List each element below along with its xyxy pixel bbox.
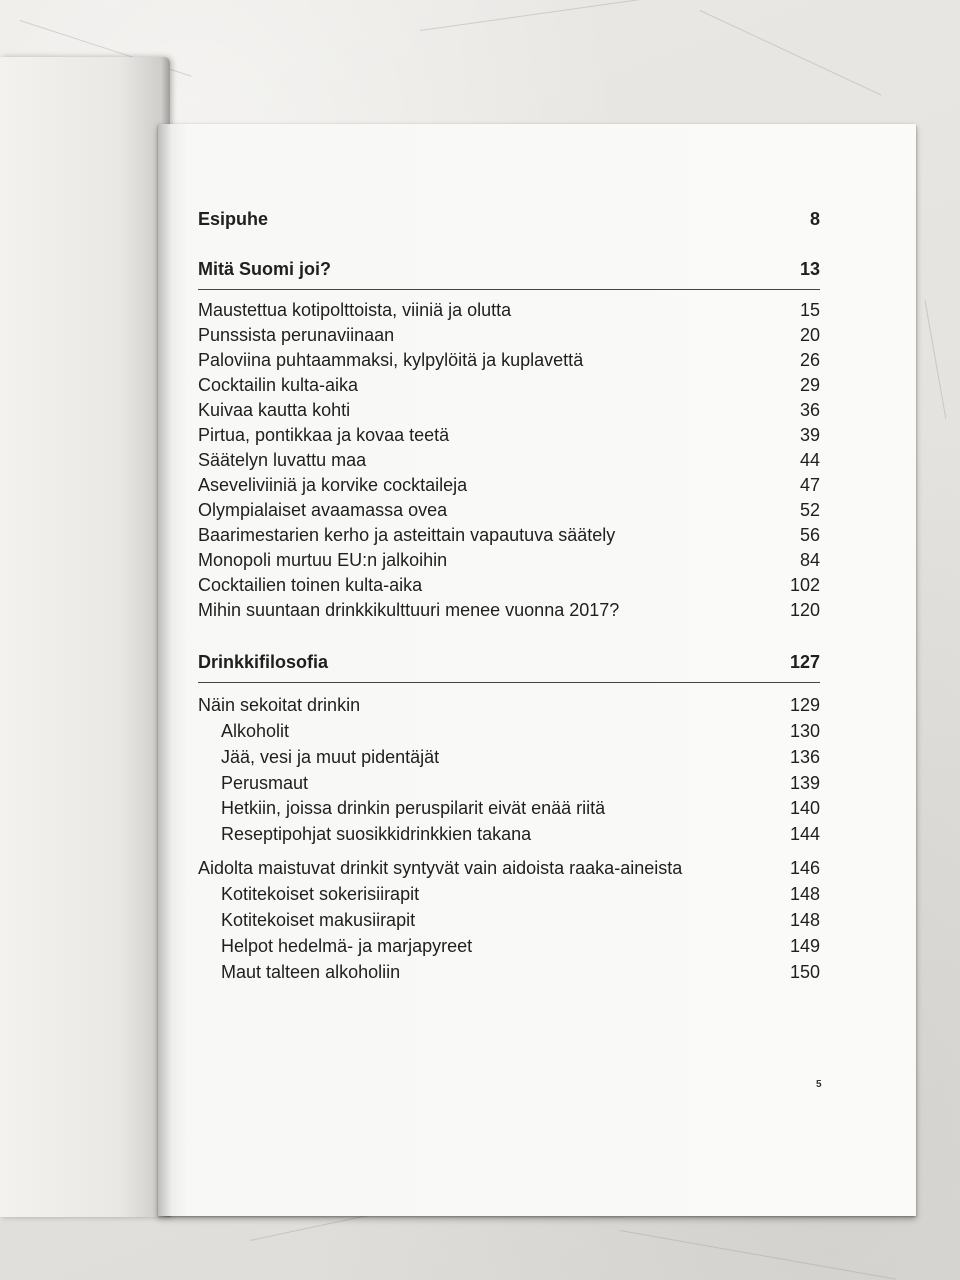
toc-title: Drinkkifilosofia xyxy=(198,652,329,672)
toc-page-number: 129 xyxy=(789,695,820,715)
toc-title: Aidolta maistuvat drinkit syntyvät vain aidoista raaka-aineista xyxy=(198,858,683,878)
toc-title: Näin sekoitat drinkin xyxy=(198,695,361,715)
toc-subentry xyxy=(198,933,820,959)
toc-subentry xyxy=(198,718,820,744)
toc-entry xyxy=(198,297,820,323)
toc-page-number: 20 xyxy=(799,325,820,345)
toc-entry xyxy=(198,447,820,473)
toc-subentry xyxy=(198,744,820,770)
page-number-folio: 5 xyxy=(816,1079,822,1090)
toc-title: Helpot hedelmä- ja marjapyreet xyxy=(221,936,473,956)
toc-page-number: 15 xyxy=(799,300,820,320)
toc-entry xyxy=(198,547,820,573)
section-divider xyxy=(198,682,820,683)
toc-page-number: 29 xyxy=(799,375,820,395)
toc-title: Maut talteen alkoholiin xyxy=(221,962,401,982)
toc-page-number: 26 xyxy=(799,350,820,370)
toc-page-number: 84 xyxy=(799,550,820,570)
toc-title: Hetkiin, joissa drinkin peruspilarit eivät enää riitä xyxy=(221,798,606,818)
marble-vein xyxy=(925,300,947,418)
toc-page-number: 148 xyxy=(789,884,820,904)
toc-heading-mita-suomi-joi xyxy=(198,256,820,282)
toc-title: Mihin suuntaan drinkkikulttuuri menee vuonna 2017? xyxy=(198,600,620,620)
toc-title: Cocktailin kulta-aika xyxy=(198,375,359,395)
toc-subentry xyxy=(198,907,820,933)
toc-title: Kuivaa kautta kohti xyxy=(198,400,351,420)
toc-title: Alkoholit xyxy=(221,721,290,741)
toc-title: Jää, vesi ja muut pidentäjät xyxy=(221,747,440,767)
toc-entry xyxy=(198,522,820,548)
toc-title: Monopoli murtuu EU:n jalkoihin xyxy=(198,550,448,570)
toc-subentry xyxy=(198,795,820,821)
left-page-edge xyxy=(0,57,170,1217)
toc-entry xyxy=(198,472,820,498)
toc-heading-esipuhe xyxy=(198,206,820,232)
toc-page-number: 144 xyxy=(789,824,820,844)
toc-page-number: 13 xyxy=(799,259,820,279)
toc-title: Säätelyn luvattu maa xyxy=(198,450,367,470)
toc-page-number: 56 xyxy=(799,525,820,545)
toc-entry xyxy=(198,572,820,598)
marble-vein xyxy=(420,0,678,31)
toc-page-number: 8 xyxy=(809,209,820,229)
gutter-shadow xyxy=(158,124,172,1216)
toc-title: Reseptipohjat suosikkidrinkkien takana xyxy=(221,824,532,844)
toc-title: Esipuhe xyxy=(198,209,269,229)
toc-title: Kotitekoiset makusiirapit xyxy=(221,910,416,930)
section-divider xyxy=(198,289,820,290)
toc-entry xyxy=(198,397,820,423)
toc-title: Mitä Suomi joi? xyxy=(198,259,331,279)
toc-entry xyxy=(198,855,820,881)
toc-entry xyxy=(198,372,820,398)
toc-title: Perusmaut xyxy=(221,773,309,793)
toc-page-number: 146 xyxy=(789,858,820,878)
toc-title: Paloviina puhtaammaksi, kylpylöitä ja kuplavettä xyxy=(198,350,584,370)
toc-page-number: 102 xyxy=(789,575,820,595)
toc-page-number: 127 xyxy=(789,652,820,672)
toc-entry xyxy=(198,497,820,523)
toc-title: Olympialaiset avaamassa ovea xyxy=(198,500,448,520)
toc-page-number: 148 xyxy=(789,910,820,930)
toc-page-number: 136 xyxy=(789,747,820,767)
toc-entry xyxy=(198,422,820,448)
toc-title: Maustettua kotipolttoista, viiniä ja olutta xyxy=(198,300,512,320)
toc-subentry xyxy=(198,821,820,847)
toc-heading-drinkkifilosofia xyxy=(198,649,820,675)
toc-page-number: 149 xyxy=(789,936,820,956)
toc-entry xyxy=(198,597,820,623)
toc-page-number: 39 xyxy=(799,425,820,445)
toc-page-number: 44 xyxy=(799,450,820,470)
toc-title: Kotitekoiset sokerisiirapit xyxy=(221,884,420,904)
toc-page-number: 139 xyxy=(789,773,820,793)
toc-title: Baarimestarien kerho ja asteittain vapautuva säätely xyxy=(198,525,616,545)
toc-title: Aseveliviiniä ja korvike cocktaileja xyxy=(198,475,468,495)
toc-title: Punssista perunaviinaan xyxy=(198,325,395,345)
toc-entry xyxy=(198,692,820,718)
toc-subentry xyxy=(198,959,820,985)
toc-page-number: 150 xyxy=(789,962,820,982)
toc-entry xyxy=(198,322,820,348)
toc-subentry xyxy=(198,881,820,907)
marble-vein xyxy=(620,1230,896,1280)
toc-page-number: 47 xyxy=(799,475,820,495)
toc-title: Cocktailien toinen kulta-aika xyxy=(198,575,423,595)
toc-page-number: 130 xyxy=(789,721,820,741)
toc-subentry xyxy=(198,770,820,796)
toc-page-number: 36 xyxy=(799,400,820,420)
toc-entry xyxy=(198,347,820,373)
toc-page-number: 140 xyxy=(789,798,820,818)
toc-page-number: 52 xyxy=(799,500,820,520)
toc-title: Pirtua, pontikkaa ja kovaa teetä xyxy=(198,425,450,445)
toc-page-number: 120 xyxy=(789,600,820,620)
